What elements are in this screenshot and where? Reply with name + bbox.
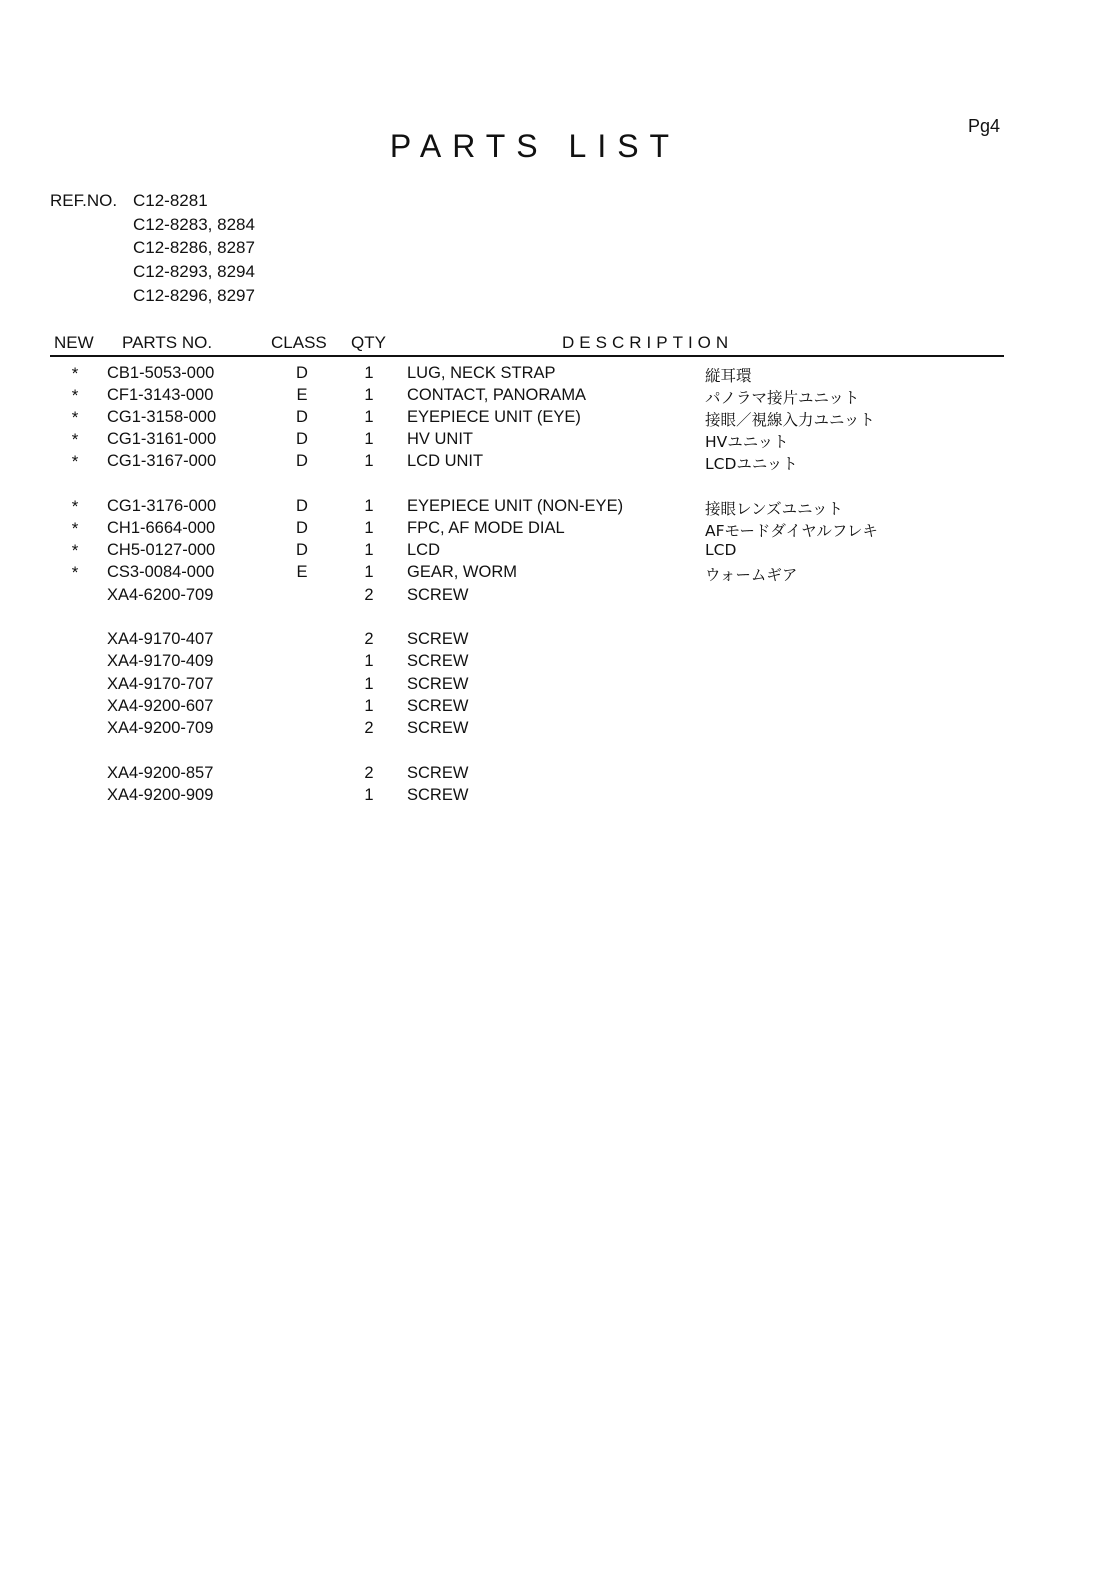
part-description-jp: パノラマ接片ユニット [705, 389, 860, 407]
part-description-jp: ウォームギア [705, 566, 798, 584]
ref-number: C12-8281 [133, 191, 208, 210]
part-class: D [296, 497, 308, 515]
part-description-jp: AFモードダイヤルフレキ [705, 522, 878, 540]
table-row [0, 430, 1116, 452]
part-description: SCREW [407, 764, 469, 782]
part-description: LUG, NECK STRAP [407, 364, 556, 382]
part-number: CS3-0084-000 [107, 563, 215, 581]
part-number: XA4-9200-709 [107, 719, 214, 737]
header-rule [50, 355, 1004, 357]
ref-number: C12-8296, 8297 [133, 286, 255, 305]
part-description: SCREW [407, 719, 469, 737]
part-number: CB1-5053-000 [107, 364, 215, 382]
page-number: Pg4 [968, 116, 1001, 136]
part-number: XA4-9200-857 [107, 764, 214, 782]
part-description-jp: LCDユニット [705, 455, 798, 473]
part-class: D [296, 364, 308, 382]
part-qty: 1 [364, 364, 374, 382]
part-number: CH1-6664-000 [107, 519, 216, 537]
ref-no-label: REF.NO. [50, 191, 118, 210]
part-class: D [296, 408, 308, 426]
part-number: XA4-9170-409 [107, 652, 214, 670]
part-description-jp: 接眼／視線入力ユニット [705, 411, 875, 429]
part-qty: 1 [364, 652, 374, 670]
part-qty: 2 [364, 764, 374, 782]
part-qty: 1 [364, 675, 374, 693]
part-description: SCREW [407, 697, 469, 715]
table-row [0, 675, 1116, 697]
new-marker: * [71, 386, 79, 405]
part-description: SCREW [407, 675, 469, 693]
part-description-jp: 縦耳環 [705, 367, 752, 385]
table-row [0, 497, 1116, 519]
table-row [0, 519, 1116, 541]
table-row [0, 586, 1116, 608]
new-marker: * [71, 408, 79, 427]
part-qty: 1 [364, 386, 374, 404]
table-row [0, 386, 1116, 408]
part-description: LCD [407, 541, 441, 559]
ref-number: C12-8283, 8284 [133, 215, 255, 234]
table-row [0, 452, 1116, 474]
part-number: CG1-3176-000 [107, 497, 217, 515]
part-description-jp: 接眼レンズユニット [705, 500, 844, 518]
part-description: CONTACT, PANORAMA [407, 386, 587, 404]
part-number: CH5-0127-000 [107, 541, 216, 559]
part-description: FPC, AF MODE DIAL [407, 519, 565, 537]
table-row [0, 652, 1116, 674]
part-number: XA4-6200-709 [107, 586, 214, 604]
new-marker: * [71, 452, 79, 471]
header-class: CLASS [271, 333, 327, 352]
part-qty: 1 [364, 697, 374, 715]
part-class: D [296, 541, 308, 559]
part-description: GEAR, WORM [407, 563, 517, 581]
part-qty: 1 [364, 408, 374, 426]
new-marker: * [71, 497, 79, 516]
part-class: E [296, 386, 308, 404]
table-row [0, 786, 1116, 808]
part-class: D [296, 519, 308, 537]
part-number: CG1-3158-000 [107, 408, 217, 426]
part-description-jp: HVユニット [705, 433, 789, 451]
part-qty: 2 [364, 719, 374, 737]
part-class: D [296, 430, 308, 448]
part-description: EYEPIECE UNIT (NON-EYE) [407, 497, 624, 515]
part-description-jp: LCD [705, 541, 737, 559]
part-description: SCREW [407, 786, 469, 804]
part-description: LCD UNIT [407, 452, 484, 470]
new-marker: * [71, 364, 79, 383]
table-row [0, 541, 1116, 563]
table-row [0, 630, 1116, 652]
table-row [0, 764, 1116, 786]
part-number: XA4-9200-909 [107, 786, 214, 804]
ref-number: C12-8293, 8294 [133, 262, 255, 281]
part-number: XA4-9200-607 [107, 697, 214, 715]
part-number: XA4-9170-707 [107, 675, 214, 693]
part-description: SCREW [407, 586, 469, 604]
part-number: CG1-3167-000 [107, 452, 217, 470]
part-qty: 1 [364, 563, 374, 581]
part-description: SCREW [407, 652, 469, 670]
part-qty: 2 [364, 586, 374, 604]
new-marker: * [71, 563, 79, 582]
part-qty: 1 [364, 519, 374, 537]
part-qty: 1 [364, 786, 374, 804]
page-title: PARTS LIST [389, 128, 681, 164]
new-marker: * [71, 519, 79, 538]
part-number: CG1-3161-000 [107, 430, 217, 448]
table-row [0, 408, 1116, 430]
ref-number: C12-8286, 8287 [133, 238, 255, 257]
part-qty: 1 [364, 497, 374, 515]
part-qty: 1 [364, 430, 374, 448]
part-number: CF1-3143-000 [107, 386, 214, 404]
part-class: E [296, 563, 308, 581]
part-number: XA4-9170-407 [107, 630, 214, 648]
table-row [0, 563, 1116, 585]
part-qty: 2 [364, 630, 374, 648]
part-qty: 1 [364, 541, 374, 559]
part-class: D [296, 452, 308, 470]
part-description: EYEPIECE UNIT (EYE) [407, 408, 581, 426]
header-qty: QTY [351, 333, 386, 352]
header-parts-no: PARTS NO. [122, 333, 213, 352]
table-row [0, 697, 1116, 719]
table-row [0, 364, 1116, 386]
part-qty: 1 [364, 452, 374, 470]
header-new: NEW [54, 333, 94, 352]
part-description: SCREW [407, 630, 469, 648]
new-marker: * [71, 541, 79, 560]
part-description: HV UNIT [407, 430, 473, 448]
new-marker: * [71, 430, 79, 449]
table-row [0, 719, 1116, 741]
header-description: DESCRIPTION [562, 333, 734, 352]
